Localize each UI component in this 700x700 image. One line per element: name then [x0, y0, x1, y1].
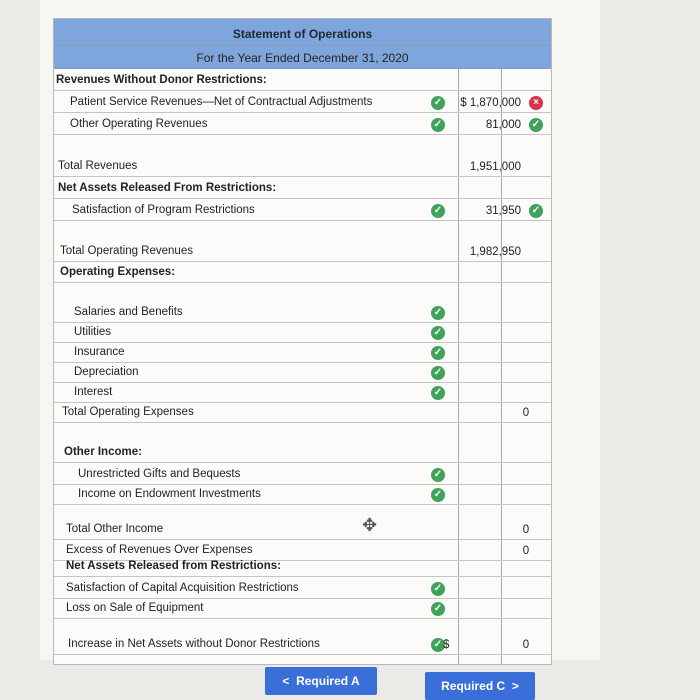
statement-row	[54, 464, 551, 485]
row-label: Depreciation	[74, 366, 139, 378]
check-icon: ✓	[431, 346, 445, 360]
statement-row	[54, 200, 551, 221]
row-label: Satisfaction of Capital Acquisition Restrictions	[66, 582, 299, 594]
statement-row	[54, 598, 551, 619]
row-label: Satisfaction of Program Restrictions	[72, 204, 255, 216]
check-icon: ✓	[431, 306, 445, 320]
statement-row	[54, 241, 551, 262]
row-label: Patient Service Revenues—Net of Contractual Adjustments	[70, 96, 373, 108]
row-label: Excess of Revenues Over Expenses	[66, 544, 253, 556]
check-icon: ✓	[529, 118, 543, 132]
statement-row	[54, 114, 551, 135]
row-label: Total Revenues	[58, 160, 138, 172]
required-a-label: Required A	[296, 674, 360, 688]
move-cursor-icon: ✥	[362, 515, 378, 535]
chevron-right-icon: >	[505, 679, 519, 693]
check-icon: ✓	[431, 468, 445, 482]
statement-title: Statement of Operations	[54, 19, 551, 46]
amount-input[interactable]: 31,950	[485, 205, 521, 217]
row-label: Total Operating Revenues	[60, 245, 193, 257]
check-icon: ✓	[431, 386, 445, 400]
statement-row	[54, 322, 551, 343]
amount-input[interactable]: $ 1,870,000	[460, 97, 521, 109]
statement-row	[54, 70, 551, 91]
check-icon: ✓	[431, 602, 445, 616]
row-label: Total Other Income	[66, 523, 164, 535]
required-a-button[interactable]	[265, 667, 377, 695]
statement-row	[54, 442, 551, 463]
row-label: Unrestricted Gifts and Bequests	[78, 468, 241, 480]
statement-row	[54, 578, 551, 599]
amount-input[interactable]: 0	[522, 524, 530, 536]
statement-row	[54, 519, 551, 540]
row-label: Salaries and Benefits	[74, 306, 183, 318]
amount-input[interactable]: 1,982,950	[469, 246, 521, 258]
required-c-button[interactable]	[425, 672, 535, 700]
check-icon: ✓	[529, 204, 543, 218]
check-icon: ✓	[431, 326, 445, 340]
statement-row	[54, 382, 551, 403]
row-label: Utilities	[74, 326, 112, 338]
statement-row	[54, 402, 551, 423]
row-label: Operating Expenses:	[60, 266, 176, 278]
statement-row	[54, 156, 551, 177]
row-label: Total Operating Expenses	[62, 406, 194, 418]
row-label: Interest	[74, 386, 113, 398]
check-icon: ✓	[431, 366, 445, 380]
statement-row	[54, 484, 551, 505]
statement-row	[54, 178, 551, 199]
required-c-label: Required C	[441, 679, 506, 693]
row-label: Other Income:	[64, 446, 142, 458]
statement-row	[54, 92, 551, 113]
statement-row	[54, 362, 551, 383]
row-label: Insurance	[74, 346, 125, 358]
statement-row	[54, 342, 551, 363]
amount-input[interactable]: 0	[522, 639, 530, 651]
check-icon: ✓	[431, 96, 445, 110]
chevron-left-icon: <	[282, 674, 297, 688]
statement-row	[54, 634, 551, 655]
statement-subtitle: For the Year Ended December 31, 2020	[54, 46, 551, 69]
amount-input[interactable]: 81,000	[485, 119, 521, 131]
check-icon: ✓	[431, 204, 445, 218]
row-label: Loss on Sale of Equipment	[66, 602, 204, 614]
row-label: Income on Endowment Investments	[78, 488, 261, 500]
row-label: Other Operating Revenues	[70, 118, 208, 130]
check-icon: ✓	[431, 488, 445, 502]
statement-row	[54, 556, 551, 577]
error-icon: ×	[529, 96, 543, 110]
amount-input[interactable]: 0	[522, 407, 530, 419]
row-label: Revenues Without Donor Restrictions:	[56, 74, 267, 86]
amount-input[interactable]: 0	[522, 545, 530, 557]
statement-row	[54, 262, 551, 283]
statement-table	[53, 18, 552, 665]
row-label: Increase in Net Assets without Donor Restrictions	[68, 638, 320, 650]
dollar-sign: $	[443, 639, 450, 651]
row-label: Net Assets Released From Restrictions:	[58, 182, 277, 194]
amount-input[interactable]: 1,951,000	[469, 161, 521, 173]
check-icon: ✓	[431, 638, 445, 652]
check-icon: ✓	[431, 582, 445, 596]
check-icon: ✓	[431, 118, 445, 132]
statement-row	[54, 302, 551, 323]
row-label: Net Assets Released from Restrictions:	[66, 560, 281, 572]
